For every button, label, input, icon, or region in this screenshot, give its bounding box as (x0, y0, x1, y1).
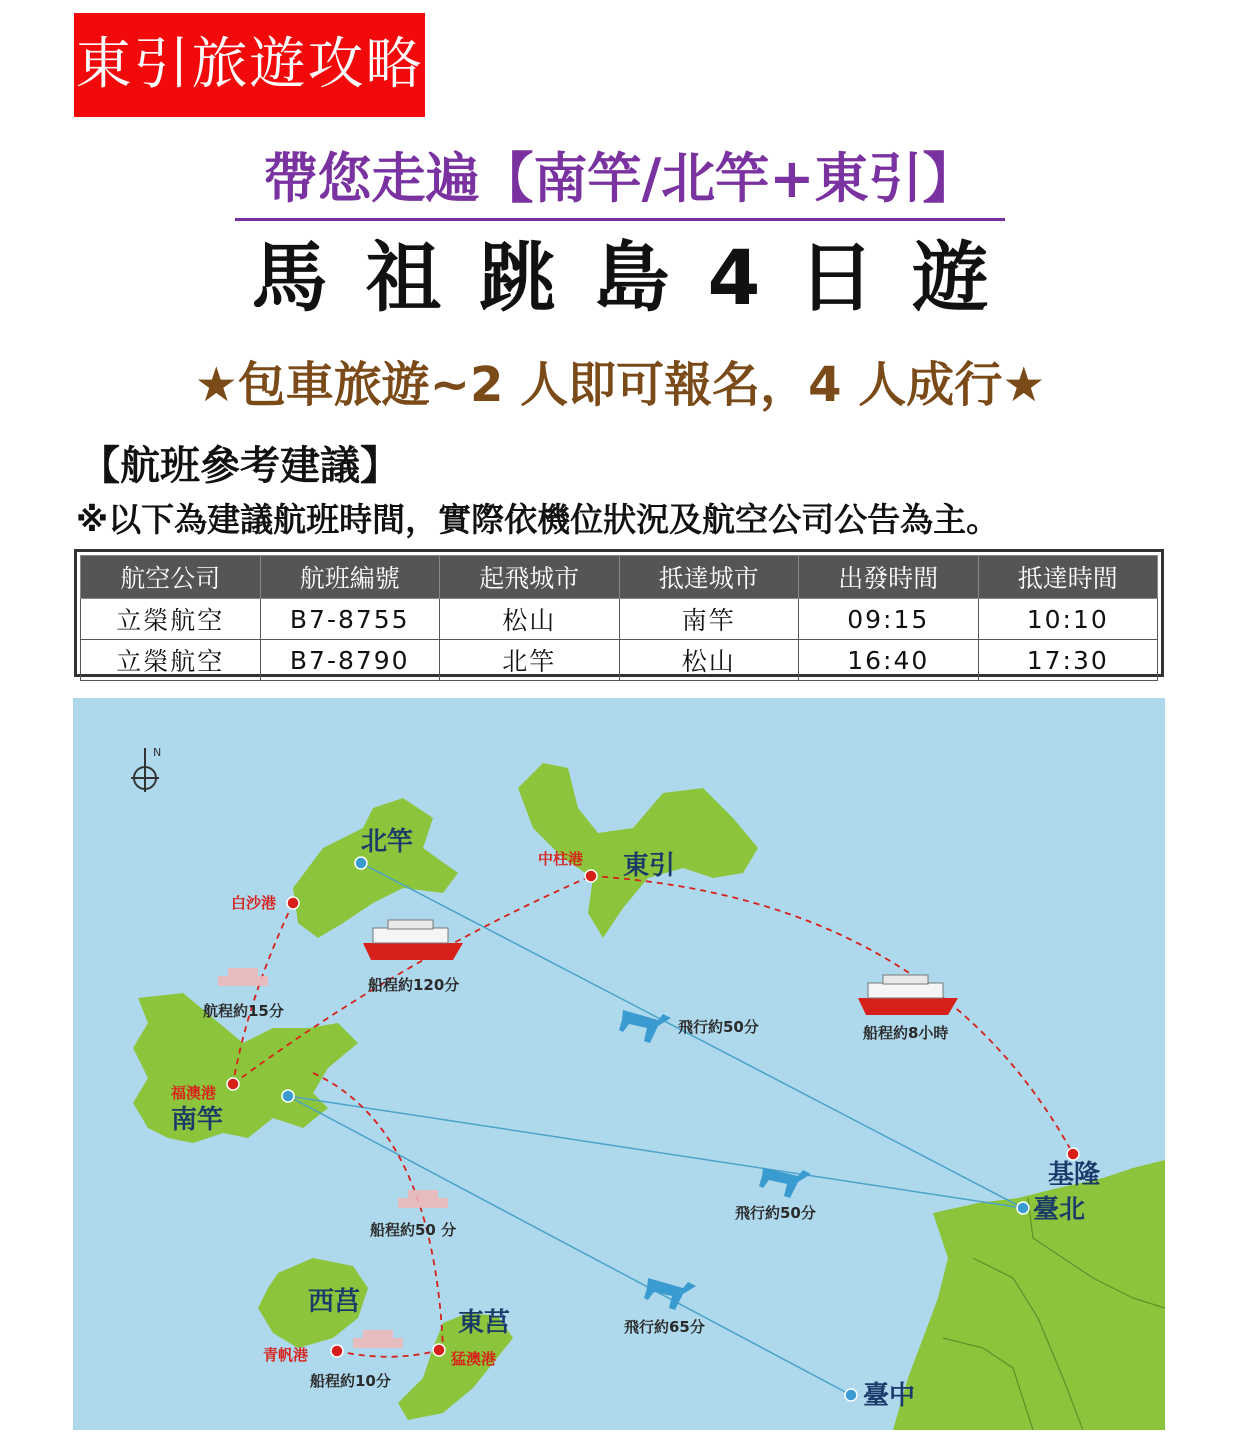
table-row (81, 599, 1158, 640)
table-cell: 松山 (440, 599, 620, 640)
port-label-qingfan: 青帆港 (263, 1346, 309, 1364)
column-header: 出發時間 (799, 556, 979, 599)
ferry-boat-icon (363, 920, 463, 960)
table-cell: 17:30 (978, 640, 1158, 681)
port-label-zhongzhu: 中柱港 (538, 850, 584, 868)
compass-icon (131, 746, 161, 792)
place-label-taipei: 臺北 (1033, 1195, 1086, 1225)
place-label-nangan: 南竿 (171, 1105, 224, 1135)
column-header: 抵達城市 (619, 556, 799, 599)
place-label-taichung: 臺中 (863, 1381, 916, 1411)
table-cell: 南竿 (619, 599, 799, 640)
page-title: 馬祖跳島4日遊 (251, 233, 1027, 322)
table-row (81, 640, 1158, 681)
header-badge: 東引旅遊攻略 (74, 13, 425, 117)
trip-label: 船程約8小時 (863, 1024, 949, 1042)
place-label-keelung: 基隆 (1048, 1160, 1101, 1190)
port-label-fuao: 福澳港 (171, 1084, 217, 1102)
table-cell: B7-8755 (260, 599, 440, 640)
compass-label: N (153, 746, 162, 759)
place-label-dongyin: 東引 (623, 851, 676, 881)
trip-label: 船程約120分 (368, 976, 460, 994)
place-label-dongju: 東莒 (458, 1308, 511, 1338)
table-cell: 北竿 (440, 640, 620, 681)
table-header-row (81, 556, 1158, 599)
column-header: 航班編號 (260, 556, 440, 599)
subtitle: 帶您走遍【南竿/北竿+東引】 (235, 140, 1005, 221)
trip-label: 飛行約50分 (678, 1018, 759, 1036)
place-label-beigan: 北竿 (361, 827, 414, 857)
port-label-baisha: 白沙港 (231, 894, 277, 912)
trip-label: 船程約10分 (310, 1372, 391, 1390)
column-header: 航空公司 (81, 556, 261, 599)
table-cell: 松山 (619, 640, 799, 681)
beigan-island (293, 798, 458, 938)
trip-label: 船程約50 分 (370, 1221, 457, 1239)
table-cell: 立榮航空 (81, 599, 261, 640)
trip-label: 航程約15分 (203, 1002, 284, 1020)
trip-label: 飛行約50分 (735, 1204, 816, 1222)
column-header: 抵達時間 (978, 556, 1158, 599)
table-cell: 09:15 (799, 599, 979, 640)
trip-label: 飛行約65分 (624, 1318, 705, 1336)
table-cell: 10:10 (978, 599, 1158, 640)
route-map-graphic (73, 698, 1165, 1430)
table-cell: B7-8790 (260, 640, 440, 681)
flight-section-title: 【航班參考建議】 (80, 443, 400, 489)
port-label-mengao: 猛澳港 (451, 1350, 497, 1368)
taiwan-landmass (893, 1160, 1165, 1430)
flight-table (74, 549, 1164, 677)
flight-note: ※以下為建議航班時間，實際依機位狀況及航空公司公告為主。 (76, 500, 1000, 539)
column-header: 起飛城市 (440, 556, 620, 599)
table-cell: 立榮航空 (81, 640, 261, 681)
place-label-xiju: 西莒 (308, 1287, 361, 1317)
tagline: ★包車旅遊~2 人即可報名，4 人成行★ (194, 357, 1046, 413)
ferry-boat-icon (858, 975, 958, 1015)
plane-icon (619, 1010, 811, 1310)
table-cell: 16:40 (799, 640, 979, 681)
route-map (73, 698, 1165, 1430)
